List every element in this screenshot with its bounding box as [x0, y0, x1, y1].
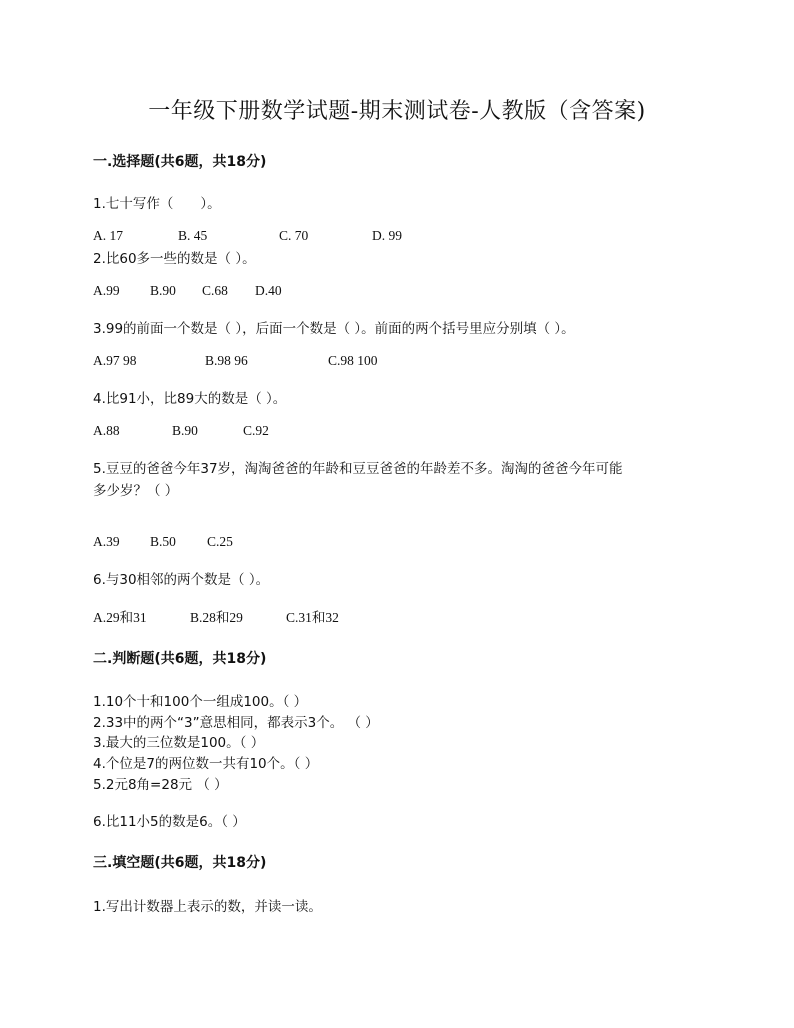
option-a: A.99: [93, 283, 120, 298]
judge-question-6: 6.比11小5的数是6。（ ）: [93, 814, 246, 830]
choice-question-4: 4.比91小，比89大的数是（ ）。: [93, 391, 287, 407]
option-c: C.68: [202, 283, 228, 298]
option-c: C.98 100: [328, 353, 378, 368]
page-title: 一年级下册数学试题-期末测试卷-人教版（含答案): [148, 99, 646, 124]
option-a: A.29和31: [93, 610, 147, 625]
choice-question-6: 6.与30相邻的两个数是（ ）。: [93, 572, 270, 588]
option-c: C.92: [243, 423, 269, 438]
choice-question-1: 1.七十写作（ ）。: [93, 196, 221, 212]
judge-question-2: 2.33中的两个“3”意思相同，都表示3个。 （ ）: [93, 715, 379, 731]
section-heading-fill: 三.填空题(共6题，共18分): [93, 855, 267, 871]
choice-question-2: 2.比60多一些的数是（ ）。: [93, 251, 256, 267]
choice-options-1: [93, 228, 402, 244]
section-heading-choice: 一.选择题(共6题，共18分): [93, 154, 267, 170]
section-heading-judge: 二.判断题(共6题，共18分): [93, 651, 267, 667]
choice-question-5-line-2: 多少岁？（ ）: [93, 483, 179, 499]
choice-options-2: [93, 283, 282, 299]
option-b: B.90: [150, 283, 176, 298]
option-a: A. 17: [93, 228, 123, 243]
option-a: A.88: [93, 423, 120, 438]
option-a: A.97 98: [93, 353, 137, 368]
choice-question-3: 3.99的前面一个数是（ ），后面一个数是（ ）。前面的两个括号里应分别填（ ）。: [93, 321, 575, 337]
option-d: D.40: [255, 283, 282, 298]
judge-question-1: 1.10个十和100个一组成100。（ ）: [93, 694, 308, 710]
judge-question-4: 4.个位是7的两位数一共有10个。（ ）: [93, 756, 319, 772]
option-b: B.28和29: [190, 610, 243, 625]
option-b: B. 45: [178, 228, 208, 243]
judge-question-5: 5.2元8角=28元 （ ）: [93, 777, 228, 793]
choice-options-4: [93, 423, 269, 439]
option-b: B.50: [150, 534, 176, 549]
option-d: D. 99: [372, 228, 402, 243]
option-c: C.25: [207, 534, 233, 549]
choice-options-5: [93, 534, 233, 550]
choice-options-6: [93, 606, 339, 626]
option-c: C. 70: [279, 228, 309, 243]
fill-question-1: 1.写出计数器上表示的数，并读一读。: [93, 899, 322, 915]
option-b: B.90: [172, 423, 198, 438]
choice-options-3: [93, 353, 378, 369]
option-c: C.31和32: [286, 610, 339, 625]
choice-question-5-line-1: 5.豆豆的爸爸今年37岁，淘淘爸爸的年龄和豆豆爸爸的年龄差不多。淘淘的爸爸今年可能: [93, 461, 623, 477]
judge-question-3: 3.最大的三位数是100。（ ）: [93, 735, 265, 751]
option-b: B.98 96: [205, 353, 248, 368]
option-a: A.39: [93, 534, 120, 549]
